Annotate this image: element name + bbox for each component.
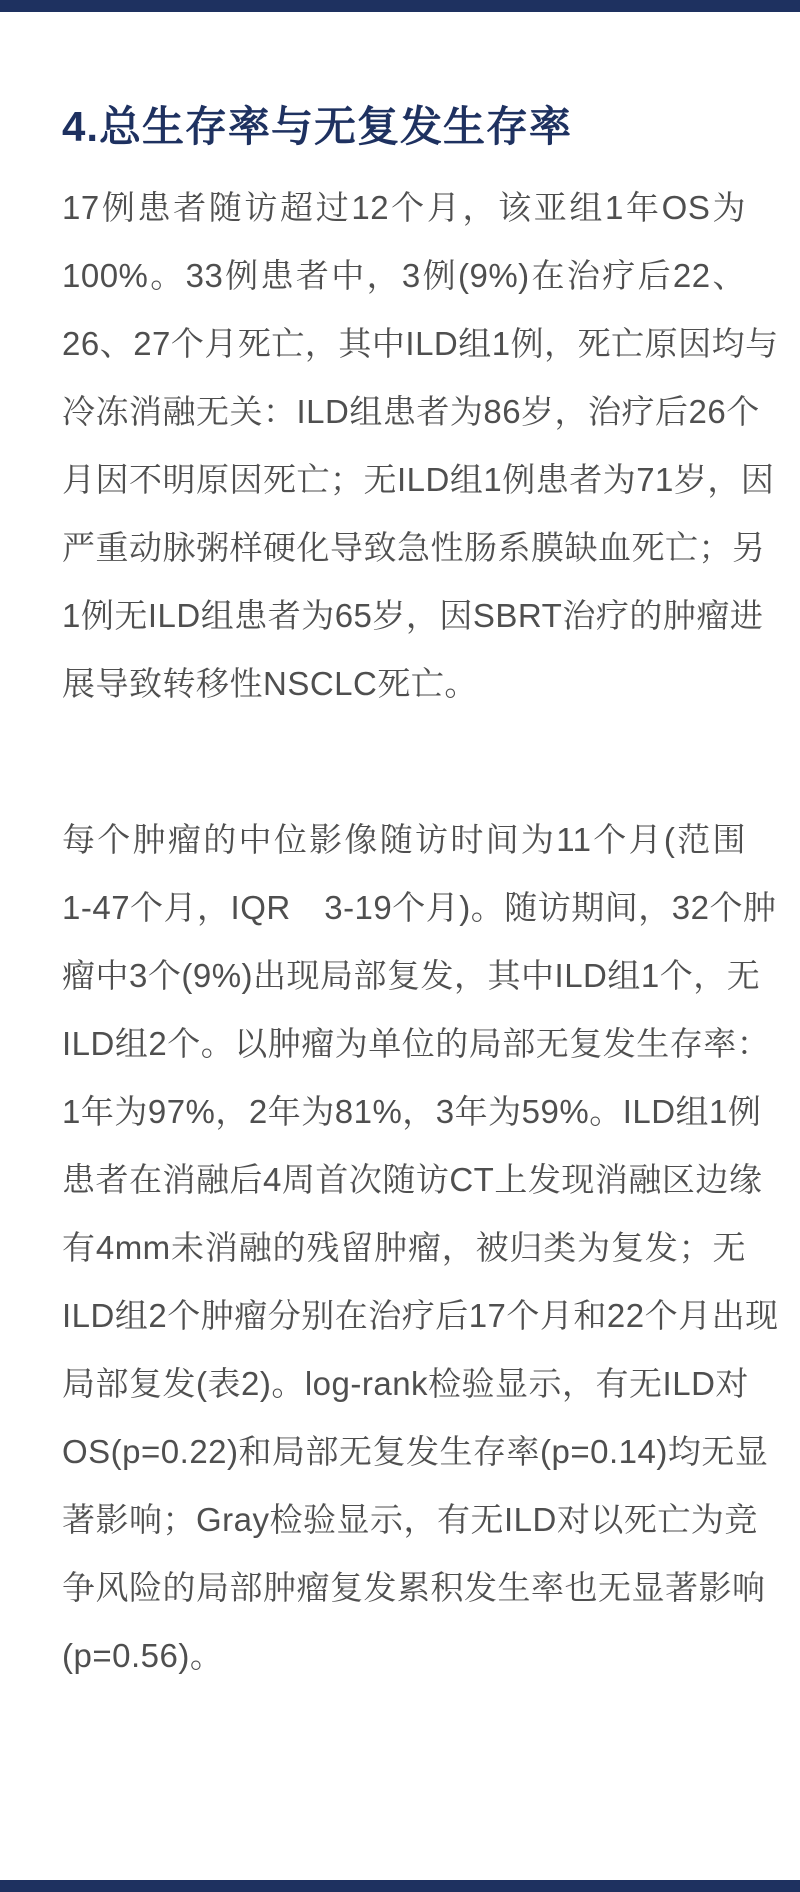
- paragraph-line: ILD组2个肿瘤分别在治疗后17个月和22个月出现: [62, 1297, 779, 1334]
- paragraph-line: 瘤中3个(9%)出现局部复发，其中ILD组1个，无: [62, 957, 761, 994]
- paragraph-line: 患者在消融后4周首次随访CT上发现消融区边缘: [62, 1161, 763, 1198]
- paragraph-line: 17例患者随访超过12个月，该亚组1年OS为: [62, 189, 746, 226]
- paragraph-line: 每个肿瘤的中位影像随访时间为11个月(范围: [62, 821, 746, 858]
- bottom-border-bar: [0, 1880, 800, 1892]
- paragraph-survival: [62, 174, 779, 718]
- paragraph-line: 1例无ILD组患者为65岁，因SBRT治疗的肿瘤进: [62, 597, 764, 634]
- paragraph-line: 严重动脉粥样硬化导致急性肠系膜缺血死亡；另: [62, 529, 766, 566]
- paragraph-line: 1-47个月，IQR 3-19个月)。随访期间，32个肿: [62, 889, 777, 926]
- section-heading: 4.总生存率与无复发生存率: [62, 103, 573, 150]
- paragraph-line: 著影响；Gray检验显示，有无ILD对以死亡为竞: [62, 1501, 758, 1538]
- paragraph-line: OS(p=0.22)和局部无复发生存率(p=0.14)均无显: [62, 1433, 769, 1470]
- paragraph-line: ILD组2个。以肿瘤为单位的局部无复发生存率：: [62, 1025, 771, 1062]
- article-body: [62, 0, 779, 1690]
- paragraph-line: 局部复发(表2)。log-rank检验显示，有无ILD对: [62, 1365, 749, 1402]
- paragraph-line: 争风险的局部肿瘤复发累积发生率也无显著影响: [62, 1569, 766, 1606]
- paragraph-line: 月因不明原因死亡；无ILD组1例患者为71岁，因: [62, 461, 775, 498]
- paragraph-line: 1年为97%，2年为81%，3年为59%。ILD组1例: [62, 1093, 762, 1130]
- paragraph-line: 100%。33例患者中，3例(9%)在治疗后22、: [62, 257, 746, 294]
- paragraph-line: (p=0.56)。: [62, 1637, 224, 1674]
- paragraph-line: 26、27个月死亡，其中ILD组1例，死亡原因均与: [62, 325, 779, 362]
- paragraph-line: 冷冻消融无关：ILD组患者为86岁，治疗后26个: [62, 393, 760, 430]
- paragraph-recurrence: [62, 806, 779, 1690]
- paragraph-line: 有4mm未消融的残留肿瘤，被归类为复发；无: [62, 1229, 746, 1266]
- paragraph-line: 展导致转移性NSCLC死亡。: [62, 665, 478, 702]
